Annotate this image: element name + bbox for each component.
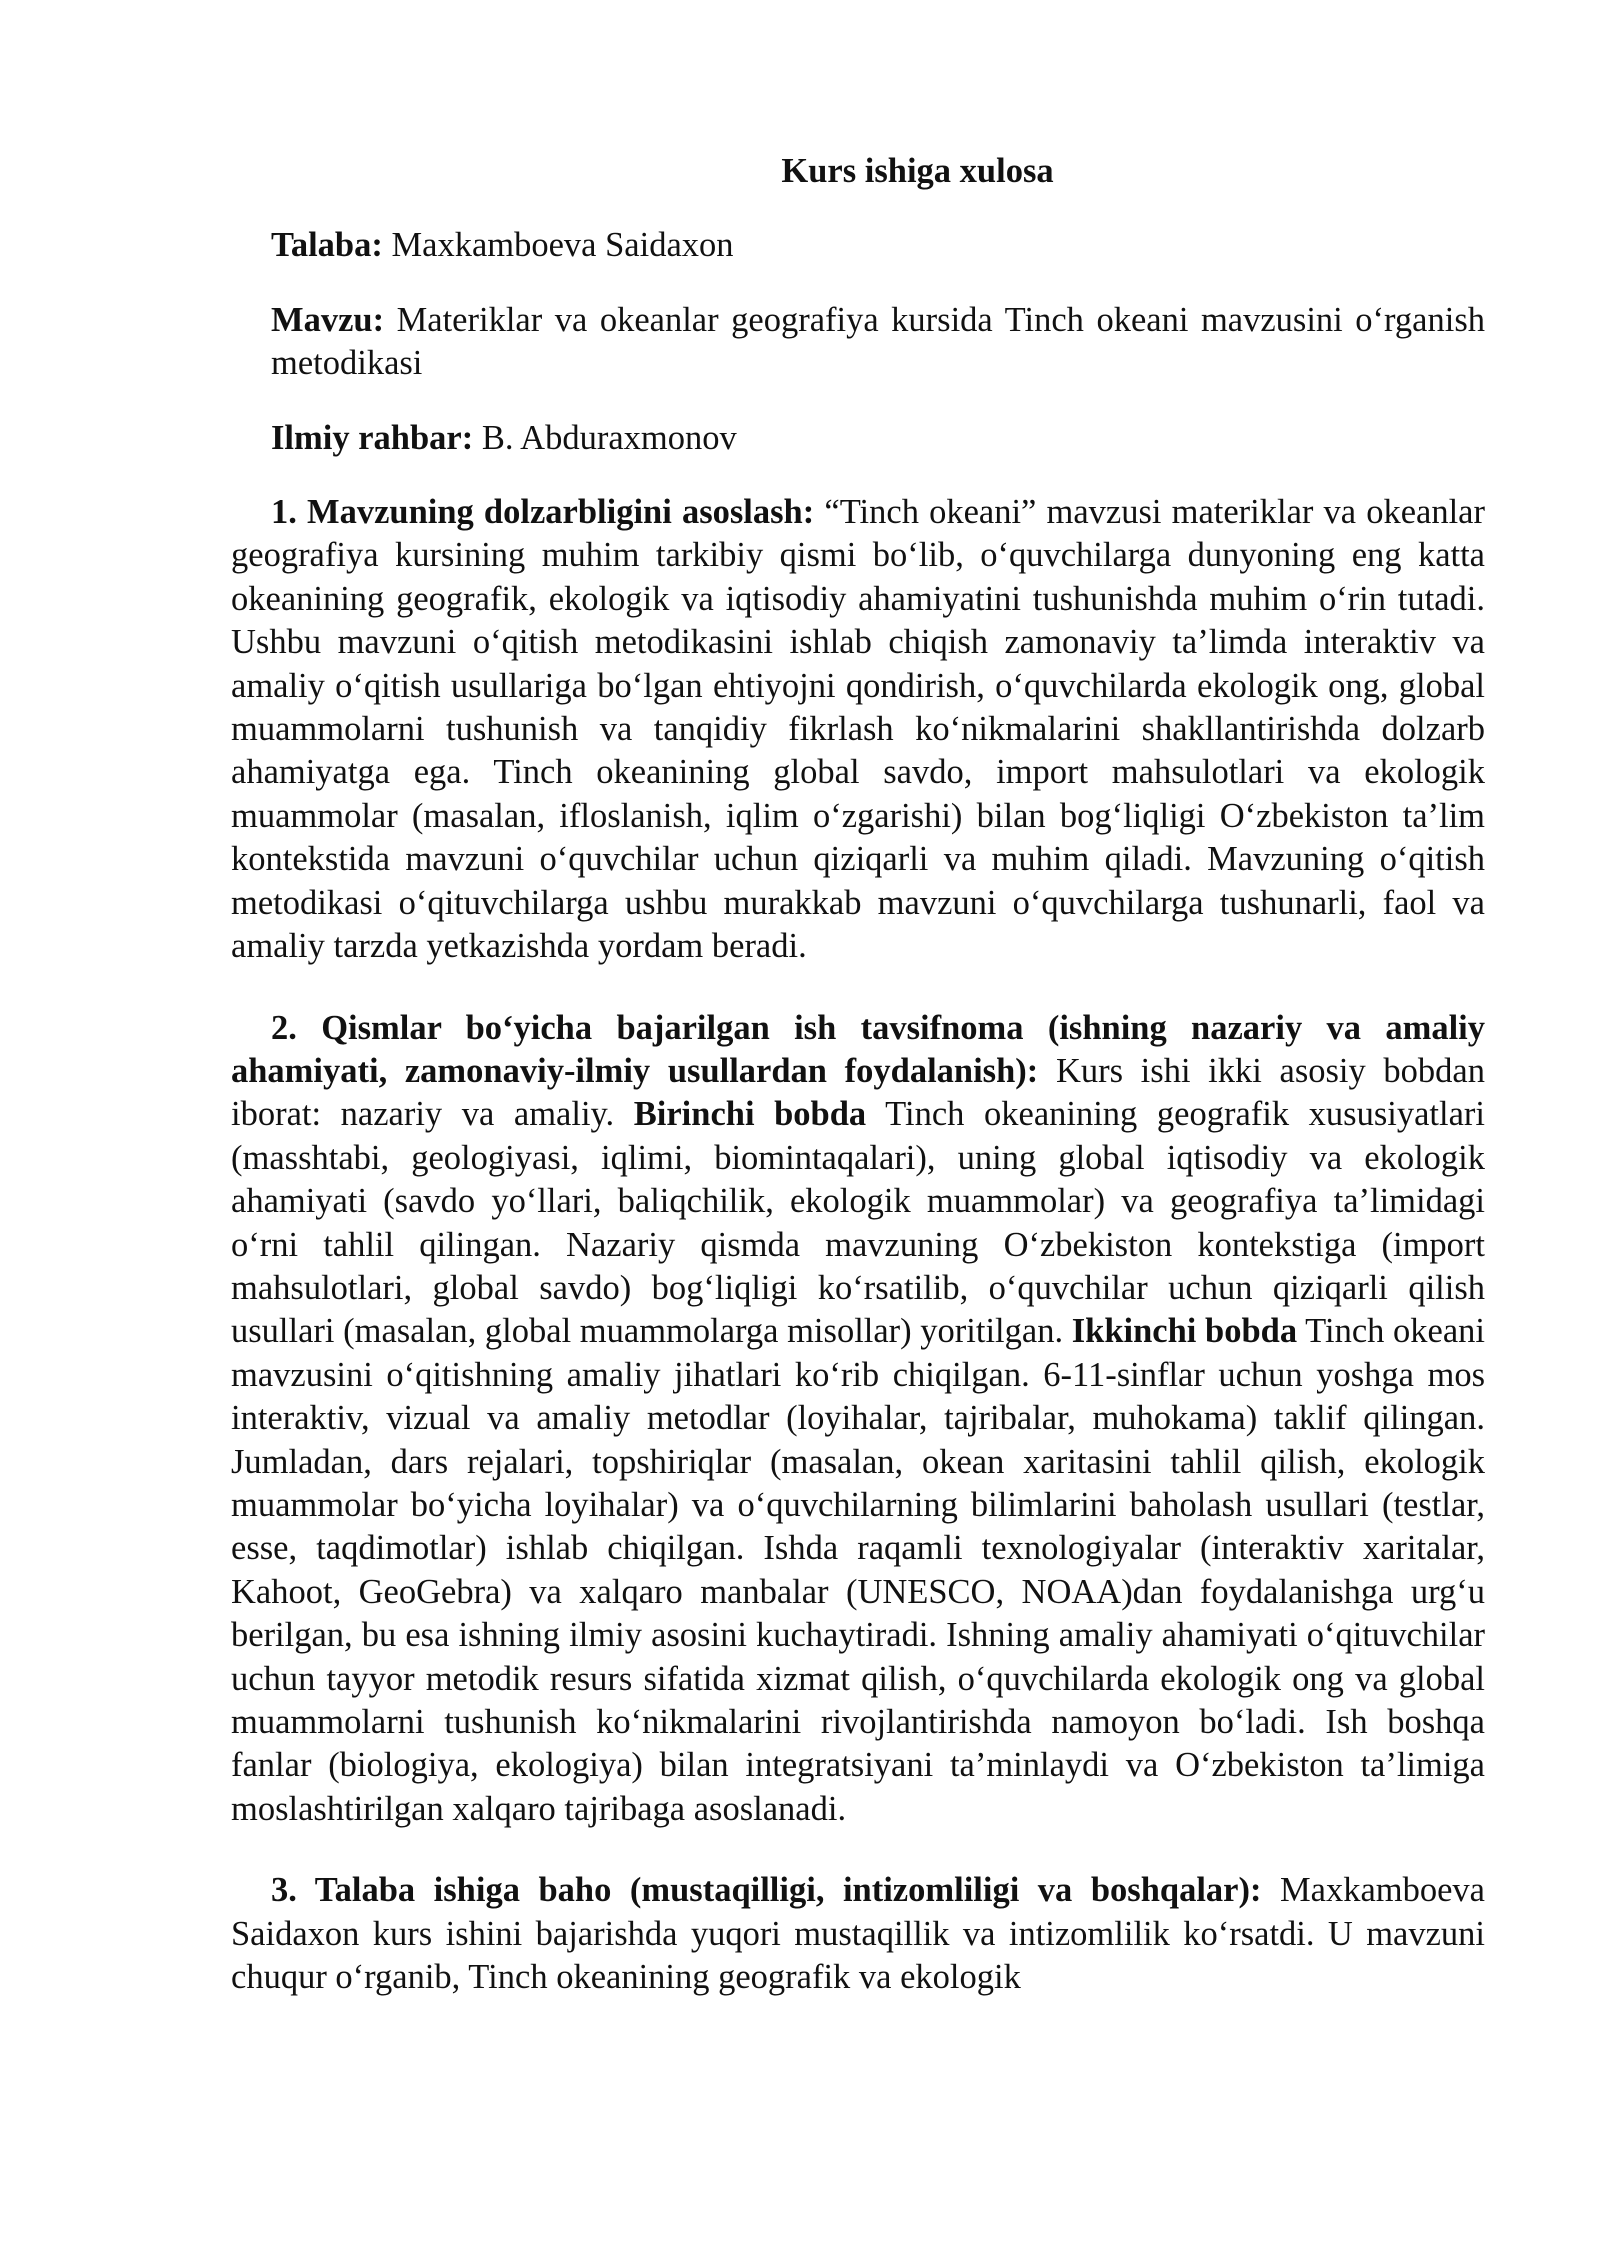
- topic-line: [231, 299, 1485, 386]
- student-name: Maxkamboeva Saidaxon: [382, 226, 734, 265]
- topic-text: Materiklar va okeanlar geografiya kursida Tinch okeani mavzusini o‘rganish metodikasi: [271, 300, 1485, 383]
- supervisor-label: Ilmiy rahbar:: [271, 418, 474, 457]
- section-work-description-text-e: Tinch okeani mavzusini o‘qitishning amaliy jihatlari ko‘rib chiqilgan. 6-11-sinflar uchun yoshga mos interaktiv, vizual va amaliy metodlar (loyihalar, tajribalar, muhokama) taklif qilingan. Jumladan, dars rejalari, topshiriqlar (masalan, okean xaritasini tahlil qilish, ekologik muammolar bo‘yicha loyihalar) va o‘quvchilarning bilimlarini baholash usullari (testlar, esse, taqdimotlar) ishlab chiqilgan. Ishda raqamli texnologiyalar (interaktiv xaritalar, Kahoot, GeoGebra) va xalqaro manbalar (UNESCO, NOAA)dan foydalanishga urg‘u berilgan, bu esa ishning ilmiy asosini kuchaytiradi. Ishning amaliy ahamiyati o‘qituvchilar uchun tayyor metodik resurs sifatida xizmat qilish, o‘quvchilarda ekologik ong va global muammolarni tushunish ko‘nikmalarini rivojlantirishda namoyon bo‘ladi. Ish boshqa fanlar (biologiya, ekologiya) bilan integratsiyani ta’minlaydi va O‘zbekiston ta’limiga moslashtirilgan xalqaro tajribaga asoslanadi.: [231, 1312, 1485, 1828]
- section-student-evaluation: [231, 1869, 1485, 1999]
- supervisor-name: B. Abduraxmonov: [473, 418, 737, 457]
- section-relevance-heading: 1. Mavzuning dolzarbligini asoslash:: [271, 493, 815, 532]
- document-title: Kurs ishiga xulosa: [781, 152, 1054, 190]
- document-content: [231, 150, 1485, 2037]
- section-student-evaluation-text: Maxkamboeva Saidaxon kurs ishini bajarishda yuqori mustaqillik va intizomlilik ko‘rsatdi. U mavzuni chuqur o‘rganib, Tinch okeanining geografik va ekologik: [231, 1871, 1485, 1997]
- student-line: [231, 224, 1485, 267]
- section-student-evaluation-heading: 3. Talaba ishiga baho (mustaqilligi, intizomliligi va boshqalar):: [271, 1871, 1262, 1910]
- section-relevance-text: “Tinch okeani” mavzusi materiklar va okeanlar geografiya kursining muhim tarkibiy qismi bo‘lib, o‘quvchilarga dunyoning eng katta okeanining geografik, ekologik va iqtisodiy ahamiyatini tushunishda muhim o‘rin tutadi. Ushbu mavzuni o‘qitish metodikasini ishlab chiqish zamonaviy ta’limda interaktiv va amaliy o‘qitish usullariga bo‘lgan ehtiyojni qondirish, o‘quvchilarda ekologik ong, global muammolarni tushunish va tanqidiy fikrlash ko‘nikmalarini shakllantirishda dolzarb ahamiyatga ega. Tinch okeanining global savdo, import mahsulotlari va ekologik muammolar (masalan, ifloslanish, iqlim o‘zgarishi) bilan bog‘liqligi O‘zbekiston ta’lim kontekstida mavzuni o‘quvchilar uchun qiziqarli va muhim qiladi. Mavzuning o‘qitish metodikasi o‘qituvchilarga ushbu murakkab mavzuni o‘quvchilarga tushunarli, faol va amaliy tarzda yetkazishda yordam beradi.: [231, 493, 1485, 966]
- supervisor-line: [231, 417, 1485, 460]
- section-work-description-heading: 2. Qismlar bo‘yicha bajarilgan ish tavsifnoma (ishning nazariy va amaliy ahamiyati, zamonaviy-ilmiy usullardan foydalanish):: [231, 1008, 1485, 1090]
- first-chapter-label: Birinchi bobda: [633, 1095, 867, 1134]
- second-chapter-label: Ikkinchi bobda: [1071, 1312, 1298, 1351]
- topic-label: Mavzu:: [271, 300, 385, 339]
- section-relevance: [231, 491, 1485, 968]
- student-label: Talaba:: [271, 226, 383, 265]
- section-work-description: [231, 1007, 1485, 1832]
- section-work-description-text-a: Kurs ishi ikki asosiy bobdan iborat: nazariy va amaliy.: [231, 1051, 1485, 1134]
- section-work-description-text-c: Tinch okeanining geografik xususiyatlari (masshtabi, geologiyasi, iqlimi, biomintaqalari), uning global iqtisodiy va ekologik ahamiyati (savdo yo‘llari, baliqchilik, ekologik muammolar) va geografiya ta’limidagi o‘rni tahlil qilingan. Nazariy qismda mavzuning O‘zbekiston kontekstiga (import mahsulotlari, global savdo) bog‘liqligi ko‘rsatilib, o‘quvchilar uchun qiziqarli qilish usullari (masalan, global muammolarga misollar) yoritilgan.: [231, 1095, 1485, 1351]
